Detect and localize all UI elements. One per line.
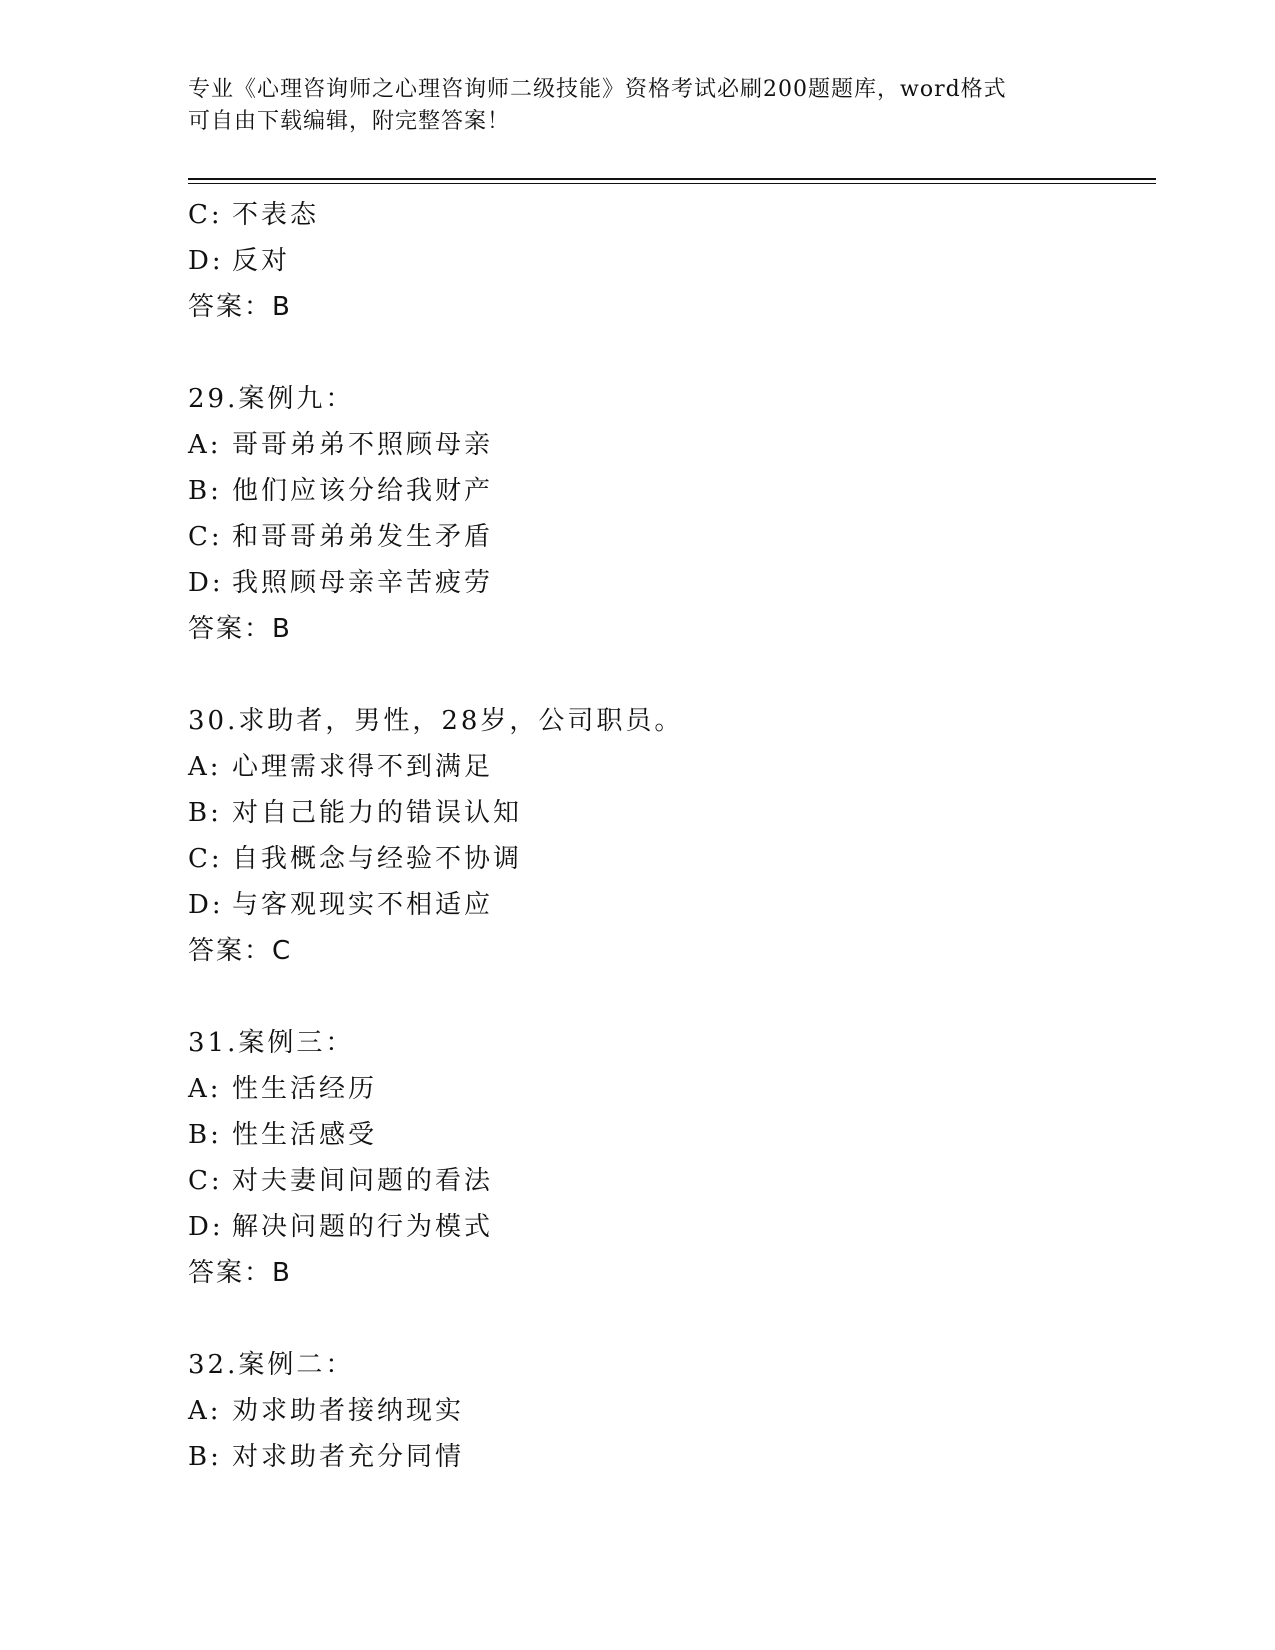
option-label: C: <box>188 522 223 552</box>
option-text: 他们应该分给我财产 <box>232 476 494 506</box>
option-text: 不表态 <box>232 200 320 230</box>
answer-line: 答案：C <box>188 936 293 966</box>
header-divider-thin <box>188 183 1156 184</box>
question-stem: 29.案例九： <box>188 384 355 414</box>
option-label: C: <box>188 1166 223 1196</box>
option-text: 解决问题的行为模式 <box>232 1212 494 1242</box>
option-label: B: <box>188 798 222 828</box>
question-list <box>188 192 1148 1480</box>
option-text: 对夫妻间问题的看法 <box>232 1166 494 1196</box>
header-line-2: 可自由下载编辑，附完整答案！ <box>188 109 511 134</box>
option-text: 反对 <box>232 246 291 276</box>
option-text: 性生活感受 <box>232 1120 378 1150</box>
option-label: C: <box>188 200 223 230</box>
option-a <box>188 744 1148 790</box>
option-label: D: <box>188 890 224 920</box>
answer-line: 答案：B <box>188 614 292 644</box>
option-c <box>188 192 1148 238</box>
spacer <box>188 330 1148 376</box>
option-a <box>188 422 1148 468</box>
header-divider-thick <box>188 178 1156 180</box>
option-text: 心理需求得不到满足 <box>232 752 494 782</box>
option-text: 劝求助者接纳现实 <box>232 1396 465 1426</box>
question-stem: 31.案例三： <box>188 1028 355 1058</box>
option-d <box>188 1204 1148 1250</box>
option-d <box>188 882 1148 928</box>
option-label: A: <box>188 1396 222 1426</box>
option-label: D: <box>188 1212 224 1242</box>
option-label: B: <box>188 476 222 506</box>
option-label: A: <box>188 1074 222 1104</box>
option-d <box>188 560 1148 606</box>
option-text: 哥哥弟弟不照顾母亲 <box>232 430 494 460</box>
option-label: C: <box>188 844 223 874</box>
option-text: 对求助者充分同情 <box>232 1442 465 1472</box>
question-stem: 32.案例二： <box>188 1350 355 1380</box>
option-c <box>188 1158 1148 1204</box>
option-label: A: <box>188 752 222 782</box>
option-label: D: <box>188 246 224 276</box>
question-stem: 30.求助者，男性，28岁，公司职员。 <box>188 706 684 736</box>
spacer <box>188 974 1148 1020</box>
option-a <box>188 1388 1148 1434</box>
option-c <box>188 514 1148 560</box>
option-b <box>188 468 1148 514</box>
option-text: 自我概念与经验不协调 <box>232 844 523 874</box>
option-label: A: <box>188 430 222 460</box>
option-text: 与客观现实不相适应 <box>232 890 494 920</box>
option-text: 和哥哥弟弟发生矛盾 <box>232 522 494 552</box>
option-label: B: <box>188 1120 222 1150</box>
spacer <box>188 1296 1148 1342</box>
document-header <box>188 74 1068 138</box>
option-c <box>188 836 1148 882</box>
option-label: B: <box>188 1442 222 1472</box>
option-b <box>188 1434 1148 1480</box>
option-label: D: <box>188 568 224 598</box>
option-text: 性生活经历 <box>232 1074 378 1104</box>
header-line-1: 专业《心理咨询师之心理咨询师二级技能》资格考试必刷200题题库，word格式 <box>188 77 1007 102</box>
option-b <box>188 1112 1148 1158</box>
option-b <box>188 790 1148 836</box>
option-text: 对自己能力的错误认知 <box>232 798 523 828</box>
answer-line: 答案：B <box>188 1258 292 1288</box>
answer-line: 答案：B <box>188 292 292 322</box>
option-text: 我照顾母亲辛苦疲劳 <box>232 568 494 598</box>
option-a <box>188 1066 1148 1112</box>
spacer <box>188 652 1148 698</box>
option-d <box>188 238 1148 284</box>
